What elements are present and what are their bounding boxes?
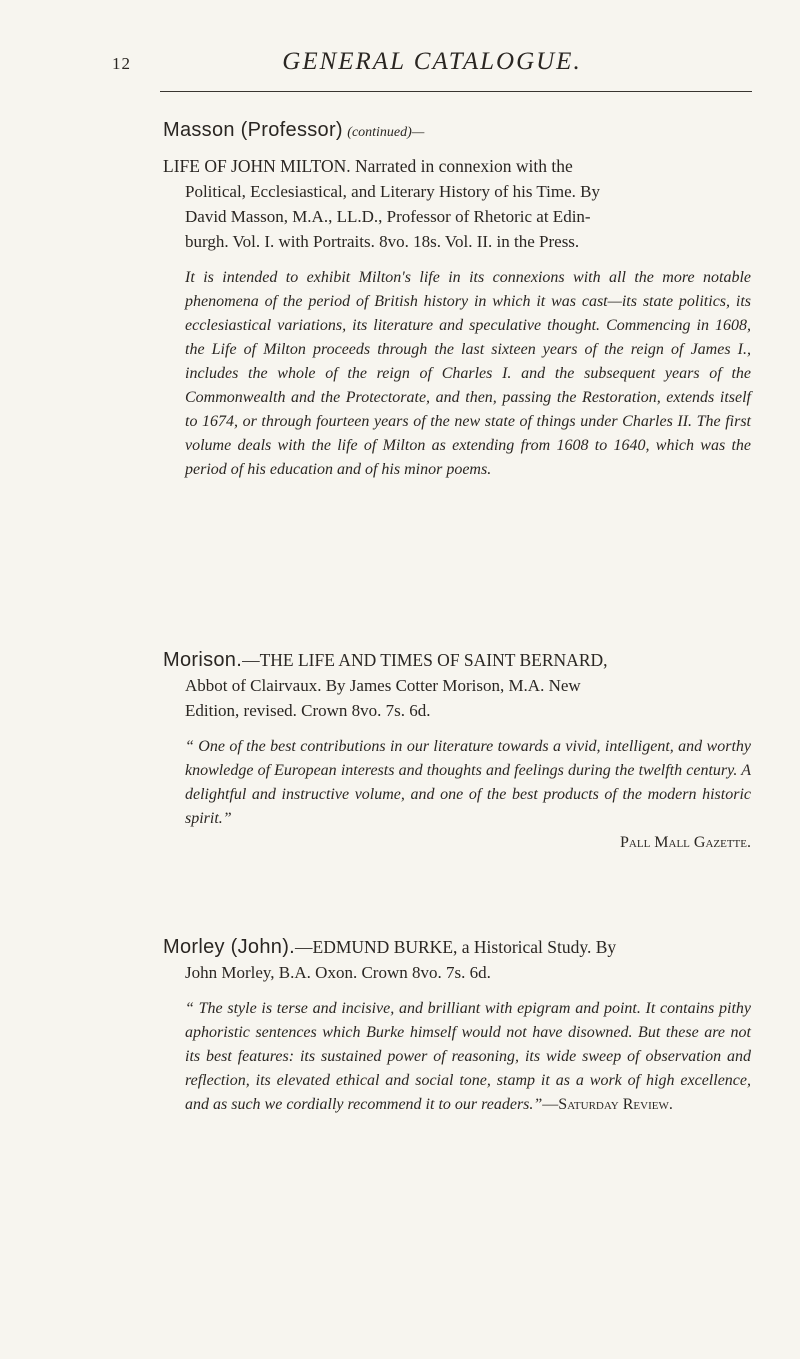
entry-review-quote: “ One of the best contributions in our literature towards a vivid, intelligent, and worthy knowledge of European interests and thoughts and feelings during the twelfth century. A delightful and instructive volume, and one of the best products of the modern historic spirit.” [185,738,751,827]
entry-headline [163,648,751,673]
review-source: Pall Mall Gazette. [620,834,751,851]
entry-headline [163,935,751,960]
entry-title: LIFE OF JOHN MILTON. [163,156,351,176]
entry-author-note: (continued)— [347,125,425,140]
entry-detail-line: John Morley, B.A. Oxon. Crown 8vo. 7s. 6d. [185,963,491,982]
entry-details [163,673,751,723]
entry-description: It is intended to exhibit Milton's life in its connexions with all the more notable phenomena of the period of British history in which it was cast—its state politics, its ecclesiastical variations, its literature and speculative thought. Commencing in 1608, the Life of Milton proceeds through the last sixteen years of the reign of James I., includes the whole of the reign of Charles I. and the subsequent years of the Commonwealth and the Protectorate, and then, passing the Restoration, extends itself to 1674, or through fourteen years of the new state of things under Charles II. The first volume deals with the life of Milton as extending from 1608 to 1640, which was the period of his education and of his minor poems. [185,269,751,478]
entry-title: —EDMUND BURKE, a Historical Study. By [295,937,617,957]
entry-author: Masson (Professor) [163,119,343,141]
catalogue-entry-morley [163,935,751,1117]
entry-author: Morley (John). [163,936,296,958]
entry-title: —THE LIFE AND TIMES OF SAINT BERNARD, [242,650,608,670]
running-head: GENERAL CATALOGUE. [282,48,582,75]
entry-detail-line: David Masson, M.A., LL.D., Professor of Rhetoric at Edin- [185,207,591,226]
entry-details [163,179,751,254]
entry-detail-line: Abbot of Clairvaux. By James Cotter Morison, M.A. New [185,676,581,695]
entry-detail-line: Edition, revised. Crown 8vo. 7s. 6d. [185,701,431,720]
review-quote-text: “ The style is terse and incisive, and brilliant with epigram and point. It contains pithy aphoristic sentences which Burke himself would not have disowned. But these are not its best features: its sustained power of reasoning, its wide sweep of observation and reflection, its elevated ethical and social tone, stamp it as a work of high excellence, and as such we cordially recommend it to our readers.” [185,1000,751,1113]
entry-title-rest: Narrated in connexion with the [355,156,573,176]
page-header [112,48,752,78]
entry-title-line [163,154,751,179]
entry-detail-line: burgh. Vol. I. with Portraits. 8vo. 18s. Vol. II. in the Press. [185,232,580,251]
review-source: —Saturday Review. [542,1096,673,1113]
entry-headline [163,118,751,145]
entry-details [163,960,751,985]
entry-author: Morison. [163,649,243,671]
catalogue-entry-morison [163,648,751,855]
catalogue-entry-masson [163,118,751,482]
entry-detail-line: Political, Ecclesiastical, and Literary History of his Time. By [185,182,601,201]
page-number: 12 [112,54,131,73]
entry-review-quote [163,997,751,1117]
header-rule [160,91,752,92]
